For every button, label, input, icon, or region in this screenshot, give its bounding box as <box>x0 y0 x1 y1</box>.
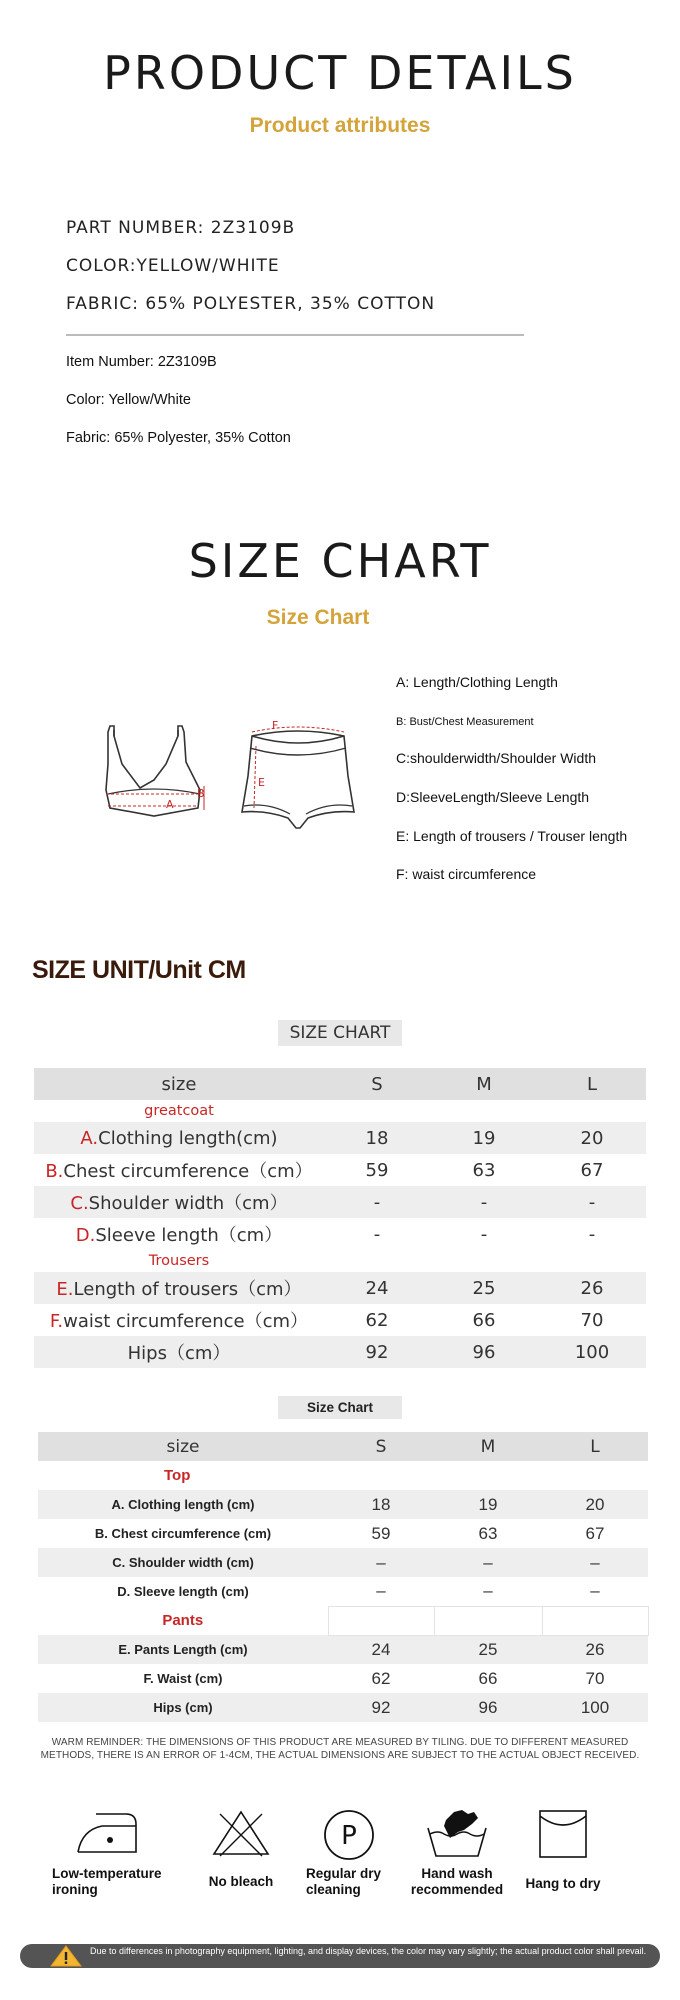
section-label: Pants <box>162 1612 204 1629</box>
color-notice-bar <box>20 1944 660 1968</box>
cell-s: 18 <box>324 1122 430 1154</box>
size-chart-subtitle: Size Chart <box>266 606 370 629</box>
color-line: Color: Yellow/White <box>66 392 191 408</box>
cell-s: 62 <box>365 1309 389 1331</box>
cell-m: – <box>434 1548 542 1577</box>
size-chart-title: SIZE CHART <box>188 534 492 588</box>
cell-s: – <box>376 1581 386 1601</box>
row-letter: F. <box>49 1311 64 1332</box>
table-row <box>34 1186 646 1218</box>
cell-m: 96 <box>430 1336 538 1368</box>
hang-dry-icon <box>537 1808 589 1860</box>
cell-s: 92 <box>328 1693 434 1722</box>
cell-l: 26 <box>542 1635 648 1664</box>
row-label: Sleeve length（cm） <box>95 1225 283 1246</box>
cell-s: 18 <box>328 1490 434 1519</box>
section-label: Top <box>164 1467 191 1484</box>
hand-wash-icon <box>424 1808 490 1860</box>
attributes-divider <box>66 334 524 336</box>
care-bleach <box>186 1808 296 1890</box>
header-l: L <box>542 1432 648 1461</box>
table-row <box>34 1336 646 1368</box>
row-letter: E. <box>56 1279 74 1300</box>
cell-m: 96 <box>434 1693 542 1722</box>
row-label: Chest circumference（cm） <box>63 1161 313 1182</box>
table-row <box>38 1490 648 1519</box>
cell-l: 20 <box>542 1490 648 1519</box>
header-l: L <box>538 1068 646 1100</box>
cell-l: 67 <box>580 1159 604 1181</box>
section-row-pants <box>38 1606 648 1635</box>
header-m: M <box>434 1432 542 1461</box>
legend-a: A: Length/Clothing Length <box>396 674 558 690</box>
cell-s: – <box>328 1548 434 1577</box>
cell-l: 70 <box>585 1668 605 1688</box>
color-notice-text: Due to differences in photography equipment, lighting, and display devices, the color may vary slightly; the actual product color shall prevail. <box>90 1946 647 1956</box>
legend-c: C:shoulderwidth/Shoulder Width <box>396 750 596 766</box>
row-label: F. Waist (cm) <box>143 1671 223 1686</box>
diagram-label-e: E <box>258 776 265 789</box>
row-label: Hips（cm） <box>127 1343 231 1364</box>
table-row <box>38 1635 648 1664</box>
diagram-label-b: B <box>197 787 205 800</box>
cell-m: - <box>430 1186 538 1218</box>
row-label: waist circumference（cm） <box>63 1311 309 1332</box>
hand-wash-label: Hand wash recommended <box>410 1866 504 1897</box>
table-row <box>38 1577 648 1606</box>
ironing-label: Low-temperature ironing <box>52 1866 162 1897</box>
legend-b: B: Bust/Chest Measurement <box>396 716 534 728</box>
cell-l: - <box>538 1186 646 1218</box>
header-m: M <box>430 1068 538 1100</box>
row-letter: D. <box>75 1225 96 1246</box>
row-label: E. Pants Length (cm) <box>38 1635 328 1664</box>
row-label: Shoulder width（cm） <box>88 1193 288 1214</box>
row-label: A. Clothing length (cm) <box>38 1490 328 1519</box>
care-ironing <box>52 1808 162 1898</box>
size-chart-chip-small: Size Chart <box>278 1396 402 1419</box>
bleach-label: No bleach <box>208 1874 274 1889</box>
shorts-diagram <box>238 716 358 836</box>
cell-l: – <box>542 1548 648 1577</box>
part-number-caps: PART NUMBER: 2Z3109B <box>66 218 296 238</box>
cell-m: 19 <box>434 1490 542 1519</box>
warm-reminder: WARM REMINDER: THE DIMENSIONS OF THIS PRODUCT ARE MEASURED BY TILING. DUE TO DIFFERENT MEASURED METHODS, THERE IS AN ERROR OF 1-4CM, THE ACTUAL DIMENSIONS ARE SUBJECT TO THE ACTUAL OBJECT RECEIVED. <box>40 1737 640 1761</box>
care-hang <box>508 1808 618 1892</box>
cell-m: - <box>480 1223 488 1245</box>
table-row <box>34 1304 646 1336</box>
header-s: S <box>328 1432 434 1461</box>
row-letter: B. <box>45 1161 64 1182</box>
diagram-label-a: A <box>166 798 174 811</box>
warning-icon <box>50 1945 82 1967</box>
row-label: Clothing length(cm) <box>98 1127 278 1149</box>
section-label: greatcoat <box>144 1103 214 1119</box>
bikini-top-diagram <box>96 724 216 824</box>
cell-m: 63 <box>478 1523 498 1543</box>
cell-l: 70 <box>580 1309 604 1331</box>
size-unit-title: SIZE UNIT/Unit CM <box>32 956 246 984</box>
cell-s: 24 <box>324 1272 430 1304</box>
item-number-line: Item Number: 2Z3109B <box>66 354 217 370</box>
legend-d: D:SleeveLength/Sleeve Length <box>396 789 590 805</box>
section-row-trousers <box>34 1250 646 1272</box>
table-row <box>38 1519 648 1548</box>
dry-clean-p-icon <box>322 1808 376 1862</box>
care-hand-wash <box>402 1808 512 1898</box>
size-table-2 <box>38 1432 649 1722</box>
row-letter: C. <box>70 1193 89 1214</box>
row-label: B. Chest circumference (cm) <box>94 1526 272 1541</box>
row-letter: A. <box>80 1127 99 1149</box>
header-s: S <box>324 1068 430 1100</box>
cell-l: 100 <box>538 1336 646 1368</box>
color-caps: COLOR:YELLOW/WHITE <box>66 256 280 276</box>
cell-m: 63 <box>472 1159 496 1181</box>
cell-m: 25 <box>434 1635 542 1664</box>
no-bleach-icon <box>210 1808 272 1858</box>
cell-s: - <box>373 1223 381 1245</box>
cell-l: 20 <box>538 1122 646 1154</box>
header-size: size <box>38 1432 328 1461</box>
table-row <box>38 1693 648 1722</box>
product-details-title: PRODUCT DETAILS <box>103 46 577 100</box>
cell-m: 25 <box>430 1272 538 1304</box>
size-table-1 <box>34 1068 646 1368</box>
cell-l: 100 <box>542 1693 648 1722</box>
product-attributes-subtitle: Product attributes <box>249 114 431 137</box>
legend-e: E: Length of trousers / Trouser length <box>396 828 628 844</box>
fabric-line: Fabric: 65% Polyester, 35% Cotton <box>66 430 291 446</box>
header-size: size <box>34 1068 324 1100</box>
cell-m: 19 <box>430 1122 538 1154</box>
table-header-row <box>34 1068 646 1100</box>
cell-s: 24 <box>328 1635 434 1664</box>
row-label: C. Shoulder width (cm) <box>38 1548 328 1577</box>
cell-s: 92 <box>324 1336 430 1368</box>
hang-label: Hang to dry <box>525 1876 601 1891</box>
cell-m: 66 <box>472 1309 496 1331</box>
cell-l: 26 <box>538 1272 646 1304</box>
table-row <box>34 1122 646 1154</box>
diagram-label-f: F <box>272 719 279 732</box>
row-label: Hips (cm) <box>38 1693 328 1722</box>
cell-m: – <box>483 1581 493 1601</box>
size-chart-chip: SIZE CHART <box>278 1020 402 1046</box>
care-dry-cleaning <box>294 1808 404 1898</box>
table-row <box>34 1272 646 1304</box>
iron-icon <box>74 1808 140 1858</box>
row-label: Length of trousers（cm） <box>73 1279 302 1300</box>
row-label: D. Sleeve length (cm) <box>117 1584 249 1599</box>
dry-cleaning-label: Regular dry cleaning <box>306 1866 382 1897</box>
cell-l: 67 <box>585 1523 605 1543</box>
cell-s: 62 <box>371 1668 391 1688</box>
cell-s: 59 <box>371 1523 391 1543</box>
table-row <box>38 1664 648 1693</box>
table-row <box>34 1218 646 1250</box>
cell-s: - <box>324 1186 430 1218</box>
section-row-greatcoat <box>34 1100 646 1122</box>
cell-s: 59 <box>365 1159 389 1181</box>
table-header-row <box>38 1432 648 1461</box>
cell-l: - <box>588 1223 596 1245</box>
dry-clean-letter: P <box>341 1821 357 1851</box>
table-row <box>38 1548 648 1577</box>
table-row <box>34 1154 646 1186</box>
section-row-top <box>38 1461 648 1490</box>
section-label: Trousers <box>148 1253 210 1269</box>
legend-f: F: waist circumference <box>396 866 537 882</box>
fabric-caps: FABRIC: 65% POLYESTER, 35% COTTON <box>66 294 436 314</box>
cell-m: 66 <box>478 1668 498 1688</box>
cell-l: – <box>590 1581 600 1601</box>
